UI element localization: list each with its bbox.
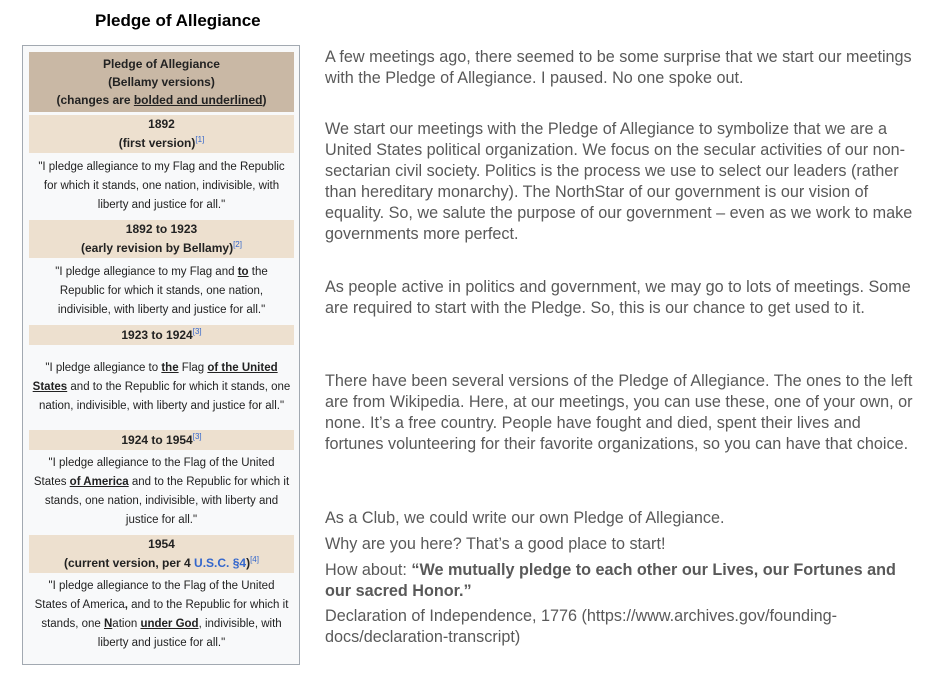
pledge-text: [32, 454, 291, 530]
header-line-3-prefix: (changes are: [56, 93, 134, 107]
paragraph-surprise: A few meetings ago, there seemed to be some surprise that we start our meetings with the Pledge of Allegiance. I paused. No one spoke out.: [325, 48, 912, 87]
declaration-quote: “We mutually pledge to each other our Lives, our Fortunes and our sacred Honor.”: [325, 561, 896, 600]
text-part: ation: [112, 618, 141, 630]
version-subtitle: [119, 134, 205, 153]
text-change: under God: [140, 618, 199, 630]
pledge-text: [32, 577, 291, 653]
version-subtitle: [81, 239, 242, 258]
citation-link[interactable]: [2]: [233, 240, 242, 249]
version-1924-1954-text: [29, 452, 294, 532]
header-line-3-emph: bolded and underlined: [133, 93, 263, 107]
version-1892-1923-text: [29, 260, 294, 322]
text-part: and to the Republic for which it stands, one: [41, 599, 289, 630]
text-change: of the United States: [32, 361, 278, 393]
pledge-text: "I pledge allegiance to my Flag and the Republic for which it stands, one nation, indivisible, with liberty and justice for all.": [38, 160, 285, 211]
text-part: "I pledge allegiance to the Flag of the United States of America: [34, 580, 275, 611]
header-line-3: [56, 91, 266, 109]
header-line-1: Pledge of Allegiance: [103, 57, 220, 71]
paragraph-meetings: As people active in politics and government, we may go to lots of meetings. Some are required to start with the Pledge. So, this is our chance to get used to it.: [325, 278, 911, 317]
text-part: Flag: [178, 361, 208, 374]
version-1954-heading: [29, 535, 294, 573]
paragraph-club: As a Club, we could write our own Pledge of Allegiance.: [325, 509, 725, 527]
how-about-prefix: How about:: [325, 561, 412, 579]
year-text: 1923 to 1924: [121, 327, 193, 342]
version-1892-1923-heading: [29, 220, 294, 258]
subtitle-text: (first version): [118, 136, 196, 150]
box-header: [29, 52, 294, 112]
version-year: 1954: [148, 537, 175, 551]
text-change: the: [161, 361, 179, 374]
version-1892-text: [29, 155, 294, 217]
text-part: "I pledge allegiance to the Flag of the United States: [33, 457, 275, 488]
version-1923-1924-text: [29, 347, 294, 427]
paragraph-versions: There have been several versions of the Pledge of Allegiance. The ones to the left are from Wikipedia. Here, at our meetings, you can use these, one of your own, or none. It’s a free country. People have fought and died, spent their lives and fortunes volunteering for their favorite organizations, so you can have that choice.: [325, 372, 913, 453]
pledge-text: [32, 263, 291, 320]
text-part: , indivisible, with liberty and justice for all.": [97, 618, 282, 649]
version-1892-heading: [29, 115, 294, 153]
citation-link[interactable]: [4]: [250, 555, 259, 564]
citation-link[interactable]: [1]: [195, 135, 205, 144]
version-1954-text: [29, 575, 294, 655]
text-part: the Republic for which it stands, one nation, indivisible, with liberty and justice for all.": [57, 265, 268, 316]
version-year: [121, 431, 201, 450]
version-year: [121, 326, 201, 345]
text-part: and to the Republic for which it stands, one nation, indivisible, with liberty and justice for all.": [38, 380, 291, 412]
text-change: of America: [69, 476, 129, 488]
pledge-text: [32, 359, 291, 416]
text-part: "I pledge allegiance to: [45, 361, 162, 374]
version-subtitle: [64, 554, 259, 573]
subtitle-text: (early revision by Bellamy): [81, 241, 234, 255]
pledge-versions-box: [22, 45, 300, 665]
version-year: 1892 to 1923: [125, 222, 198, 236]
version-1924-1954-heading: [29, 430, 294, 450]
paragraph-declaration: Declaration of Independence, 1776 (https://www.archives.gov/founding-docs/declaration-transcript): [325, 607, 838, 646]
paragraph-purpose: We start our meetings with the Pledge of Allegiance to symbolize that we are a United States political organization. We focus on the secular activities of our non-sectarian civil society. Politics is the process we use to select our leaders (rather than hereditary monarchy). The NorthStar of our government is our vision of equality. So, we salute the purpose of our government – even as we work to make governments more perfect.: [325, 120, 913, 243]
text-change: to: [237, 265, 249, 278]
version-1923-1924-heading: [29, 325, 294, 345]
citation-link[interactable]: [3]: [192, 326, 202, 336]
text-part: "I pledge allegiance to my Flag and: [55, 265, 238, 278]
paragraph-why: Why are you here? That’s a good place to start!: [325, 535, 666, 553]
text-change: ,: [124, 599, 128, 611]
usc-link[interactable]: U.S.C. §4: [194, 556, 247, 570]
citation-link[interactable]: [3]: [192, 431, 202, 441]
year-text: 1924 to 1954: [121, 432, 193, 447]
subtitle-text: ): [246, 556, 251, 570]
text-part: and to the Republic for which it stands, one nation, indivisible, with liberty and justice for all.": [44, 476, 290, 526]
page-title: Pledge of Allegiance: [95, 11, 261, 30]
subtitle-text: (current version, per 4: [64, 556, 195, 570]
paragraph-how-about: [325, 560, 920, 602]
header-line-3-suffix: ): [262, 93, 267, 107]
text-change: N: [103, 618, 113, 630]
header-line-2: (Bellamy versions): [108, 75, 215, 89]
version-year: 1892: [148, 117, 175, 131]
